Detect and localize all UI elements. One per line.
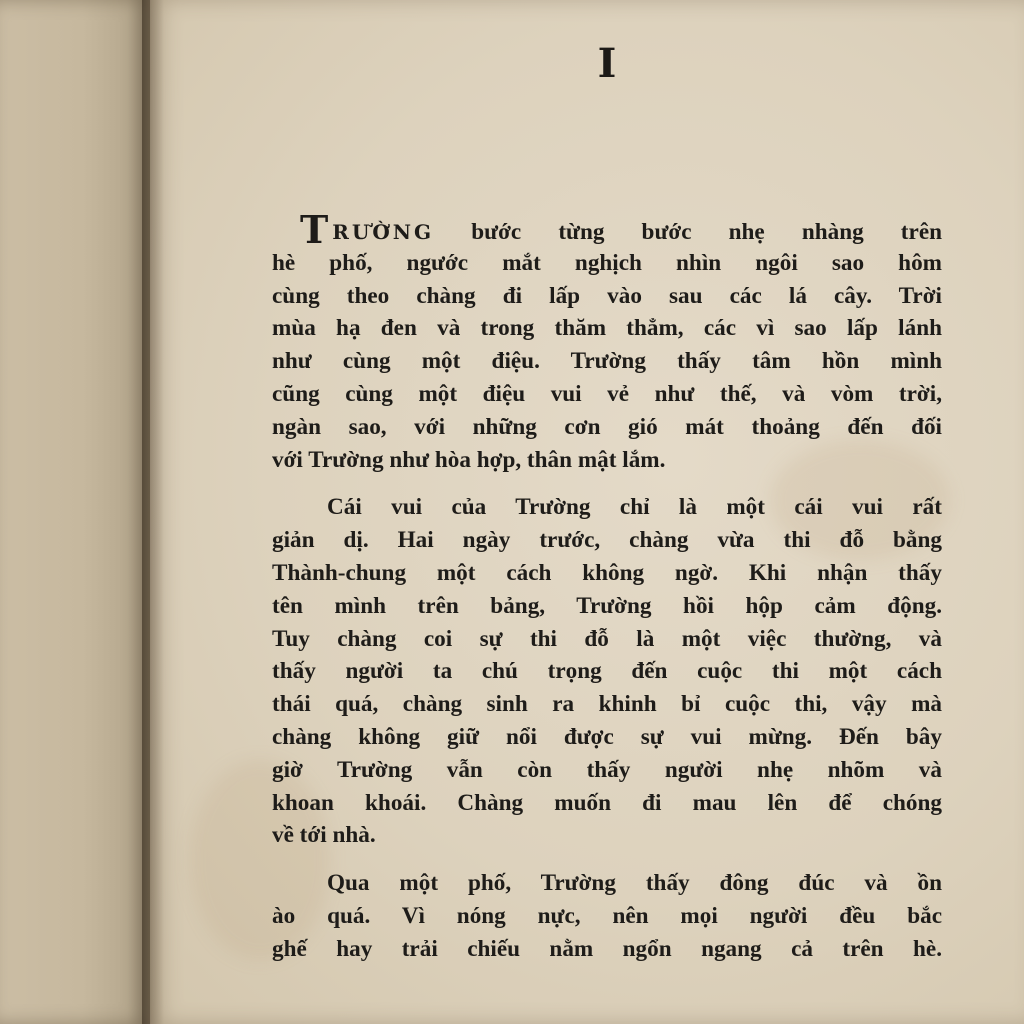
text-line: tên mình trên bảng, Trường hồi hộp cảm động.: [272, 592, 942, 619]
text-line: ngàn sao, với những cơn gió mát thoảng đến đối: [272, 413, 942, 440]
text-line: ào quá. Vì nóng nực, nên mọi người đều bắc: [272, 902, 942, 929]
text-line: thái quá, chàng sinh ra khinh bỉ cuộc thi, vậy mà: [272, 691, 942, 718]
left-page: [0, 0, 150, 1024]
chapter-heading: I: [597, 40, 617, 87]
text-line: chàng không giữ nổi được sự vui mừng. Đến bây: [272, 723, 942, 750]
text-line: như cùng một điệu. Trường thấy tâm hồn mình: [272, 348, 942, 375]
text-line: bước từng bước nhẹ nhàng trên: [471, 219, 943, 245]
text-line: hè phố, ngước mắt nghịch nhìn ngôi sao hôm: [272, 249, 942, 276]
text-line: ghế hay trải chiếu nằm ngổn ngang cả trên hè.: [272, 935, 942, 962]
paragraph: [272, 867, 942, 965]
text-line: thấy người ta chú trọng đến cuộc thi một cách: [272, 658, 942, 685]
text-line: giờ Trường vẫn còn thấy người nhẹ nhõm và: [272, 756, 942, 783]
paragraph: [272, 491, 942, 852]
drop-cap: T: [300, 207, 329, 252]
text-line: khoan khoái. Chàng muốn đi mau lên để chóng: [272, 789, 942, 816]
book-gutter: [142, 0, 164, 1024]
text-line: Thành-chung một cách không ngờ. Khi nhận thấy: [272, 559, 942, 586]
text-line: Qua một phố, Trường thấy đông đúc và ồn: [327, 870, 942, 897]
paragraph: [272, 207, 943, 476]
text-line: về tới nhà.: [272, 822, 376, 849]
text-line: cùng theo chàng đi lấp vào sau các lá cây. Trời: [272, 282, 942, 309]
text-line: giản dị. Hai ngày trước, chàng vừa thi đỗ bằng: [272, 527, 942, 554]
paragraph-first-line: [272, 207, 943, 252]
text-line: mùa hạ đen và trong thăm thẳm, các vì sao lấp lánh: [272, 315, 942, 342]
opening-smallcaps: RƯỜNG: [332, 220, 435, 244]
text-line: Tuy chàng coi sự thi đỗ là một việc thường, và: [272, 625, 942, 652]
body-text: [272, 207, 943, 966]
text-line: Cái vui của Trường chỉ là một cái vui rất: [327, 494, 942, 521]
text-line: với Trường như hòa hợp, thân mật lắm.: [272, 446, 666, 473]
text-line: cũng cùng một điệu vui vẻ như thế, và vòm trời,: [272, 380, 942, 407]
